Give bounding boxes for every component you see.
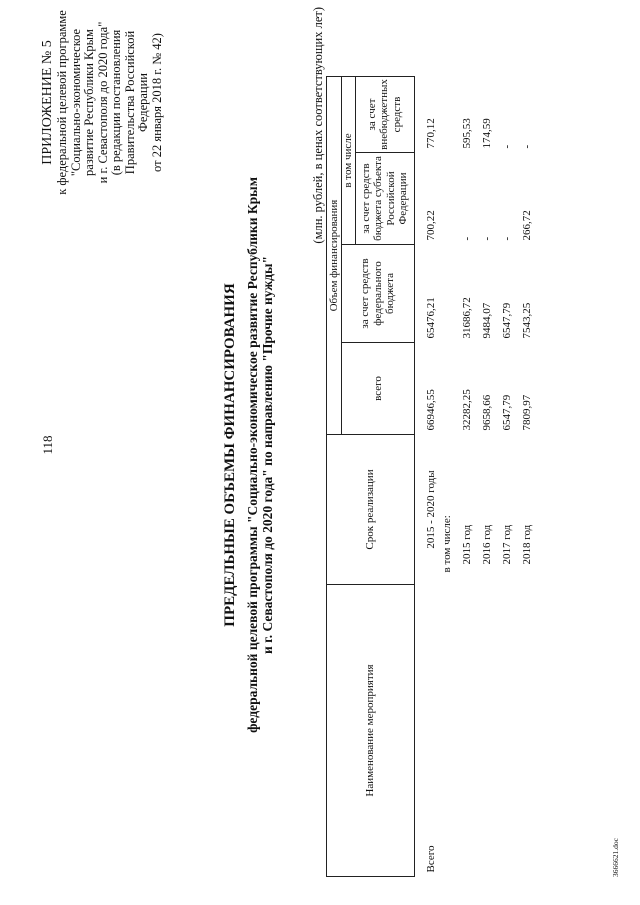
cell-offbudget: - bbox=[500, 144, 513, 149]
header-period: Срок реализации bbox=[327, 435, 415, 585]
header-total: всего bbox=[342, 343, 415, 435]
cell-total: 66946,55 bbox=[424, 389, 437, 431]
header-subject: за счет средств бюджета субъекта Российской Федерации bbox=[355, 153, 414, 245]
cell-period: 2015 год bbox=[460, 524, 473, 565]
document-subtitle-line-2: и г. Севастополя до 2020 года" по направлению "Прочие нужды" bbox=[260, 255, 275, 655]
header-offbudget: за счет внебюджетных средств bbox=[355, 77, 414, 153]
table-row bbox=[501, 77, 521, 877]
appendix-line: (в редакции постановления bbox=[109, 29, 123, 176]
table-row bbox=[441, 77, 461, 877]
cell-name bbox=[461, 585, 481, 877]
appendix-block bbox=[40, 0, 164, 205]
cell-period: 2016 год bbox=[480, 524, 493, 565]
cell-offbudget bbox=[441, 77, 461, 153]
cell-total: 7809,97 bbox=[520, 394, 533, 431]
table-row bbox=[521, 77, 541, 877]
cell-total: 9658,66 bbox=[480, 394, 493, 431]
cell-subject: 266,72 bbox=[520, 210, 533, 241]
header-name: Наименование мероприятия bbox=[327, 585, 415, 877]
cell-federal: 65476,21 bbox=[424, 297, 437, 339]
document-code: 3666621.doc bbox=[611, 838, 620, 877]
table-header bbox=[327, 77, 415, 877]
appendix-line: развитие Республики Крым bbox=[82, 29, 96, 176]
cell-federal: 7543,25 bbox=[520, 302, 533, 339]
header-including: в том числе bbox=[342, 77, 356, 245]
cell-name: Всего bbox=[424, 845, 437, 873]
cell-offbudget: 595,53 bbox=[460, 118, 473, 149]
cell-offbudget: - bbox=[520, 144, 533, 149]
appendix-line: "Социально-экономическое bbox=[68, 28, 83, 177]
cell-subject: - bbox=[460, 236, 473, 241]
cell-name bbox=[441, 585, 461, 877]
cell-period: 2018 год bbox=[520, 524, 533, 565]
cell-offbudget: 174,59 bbox=[480, 118, 493, 149]
cell-federal: 31686,72 bbox=[460, 297, 473, 339]
cell-total: 6547,79 bbox=[500, 394, 513, 431]
header-volume: Объем финансирования bbox=[327, 77, 342, 435]
header-federal: за счет средств федерального бюджета bbox=[342, 245, 415, 343]
cell-period: в том числе: bbox=[440, 515, 453, 573]
appendix-line: от 22 января 2018 г. № 42) bbox=[149, 33, 164, 172]
cell-name bbox=[521, 585, 541, 877]
table-row bbox=[414, 77, 441, 877]
cell-subject: - bbox=[480, 236, 493, 241]
table-row bbox=[461, 77, 481, 877]
appendix-line: к федеральной целевой программе bbox=[55, 10, 69, 195]
financing-table bbox=[326, 76, 541, 877]
cell-period: 2017 год bbox=[500, 524, 513, 565]
cell-total: 32282,25 bbox=[460, 389, 473, 431]
document-title: ПРЕДЕЛЬНЫЕ ОБЪЕМЫ ФИНАНСИРОВАНИЯ bbox=[222, 283, 238, 627]
document-subtitle-line-1: федеральной целевой программы "Социально-экономическое развитие Республики Крым bbox=[245, 177, 260, 733]
cell-period: 2015 - 2020 годы bbox=[424, 470, 437, 549]
cell-name bbox=[501, 585, 521, 877]
cell-subject bbox=[441, 153, 461, 245]
appendix-line: Правительства Российской Федерации bbox=[122, 30, 150, 175]
table-body bbox=[414, 77, 541, 877]
units-note: (млн. рублей, в ценах соответствующих лет) bbox=[311, 7, 325, 244]
appendix-title: ПРИЛОЖЕНИЕ № 5 bbox=[40, 40, 55, 165]
cell-total bbox=[441, 343, 461, 435]
cell-subject: - bbox=[500, 236, 513, 241]
appendix-line: и г. Севастополя до 2020 года" bbox=[95, 21, 110, 184]
cell-name bbox=[481, 585, 501, 877]
document-title-block bbox=[222, 105, 275, 805]
table-row bbox=[481, 77, 501, 877]
cell-federal bbox=[441, 245, 461, 343]
cell-offbudget: 770,12 bbox=[424, 118, 437, 149]
cell-federal: 9484,07 bbox=[480, 302, 493, 339]
cell-federal: 6547,79 bbox=[500, 302, 513, 339]
cell-subject: 700,22 bbox=[424, 210, 437, 241]
page-number: 118 bbox=[40, 435, 55, 455]
